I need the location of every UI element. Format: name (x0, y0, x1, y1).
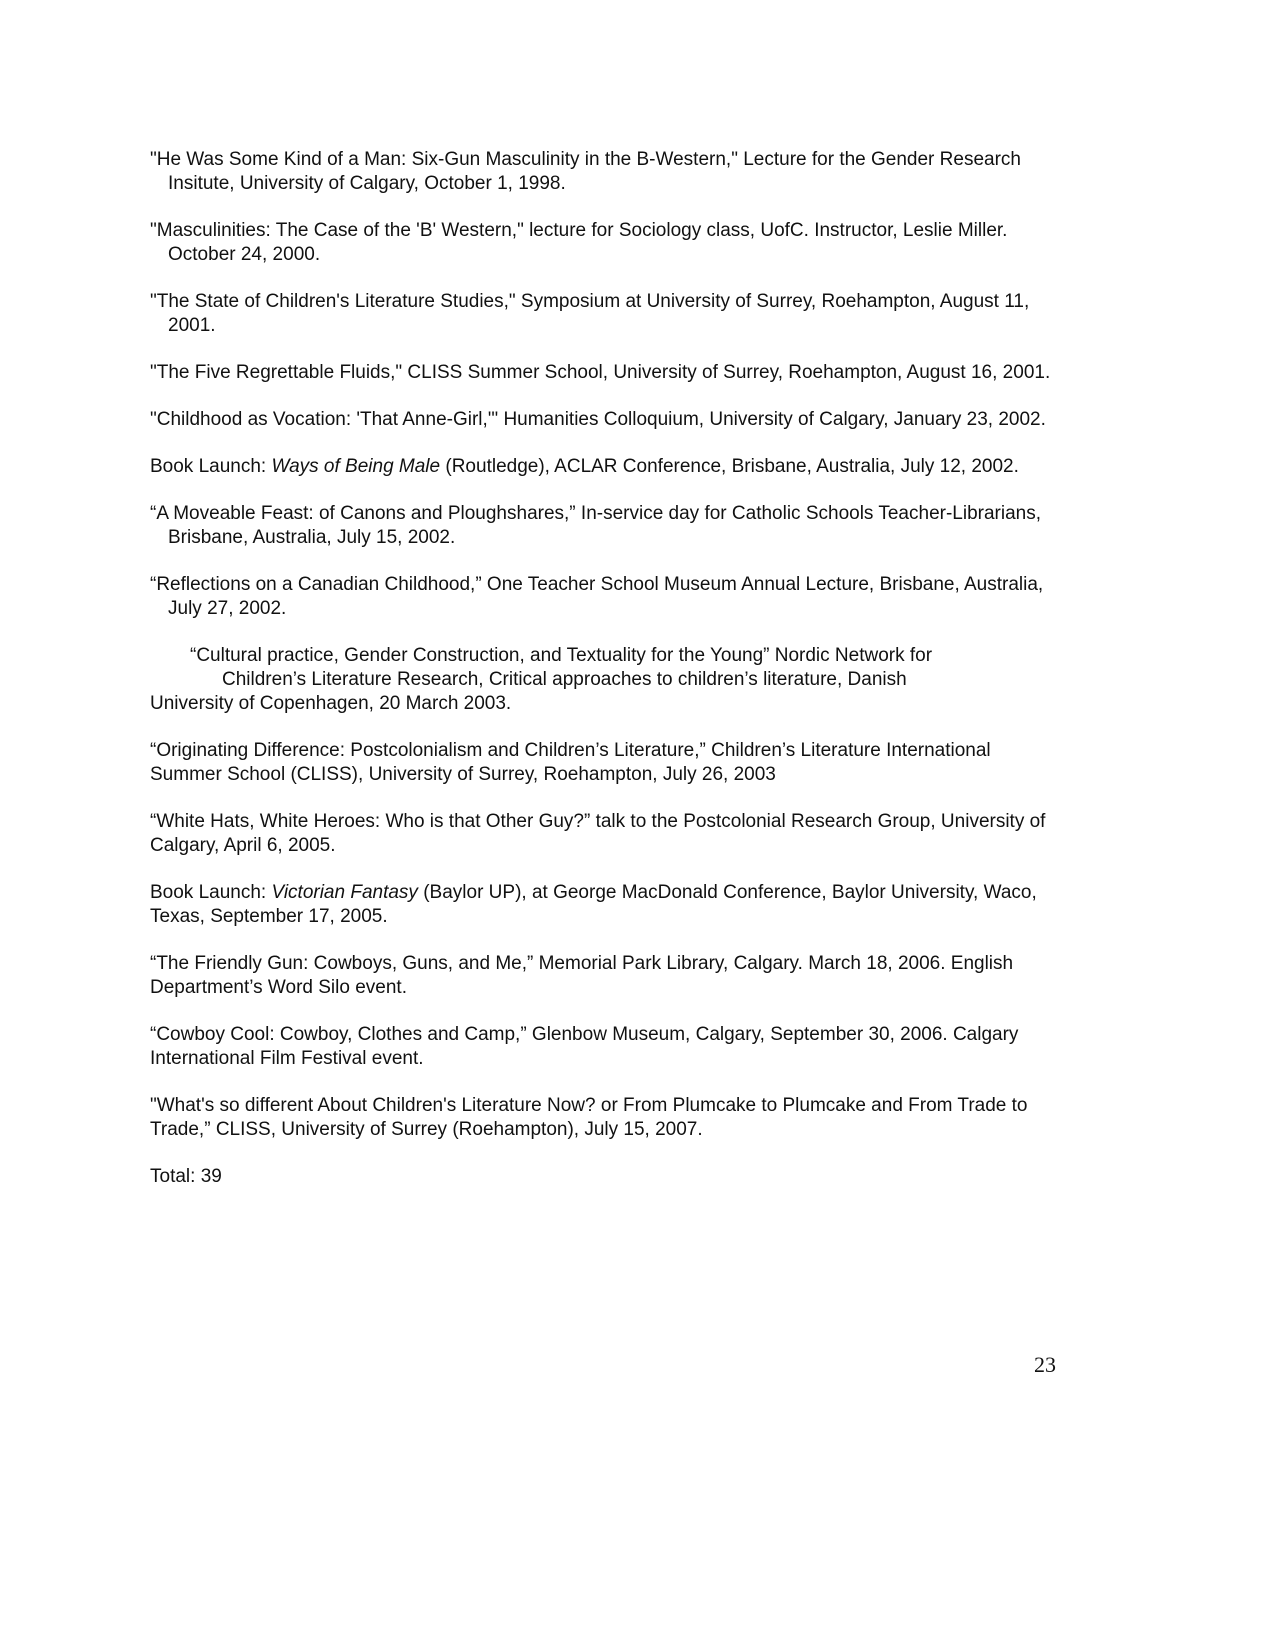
lecture-list (150, 148, 1055, 1212)
list-item (150, 455, 1055, 479)
page-number: 23 (1034, 1352, 1056, 1377)
list-item: “Cowboy Cool: Cowboy, Clothes and Camp,” Glenbow Museum, Calgary, September 30, 2006. Calgary International Film Festival event. (150, 1024, 1019, 1069)
list-item: "What's so different About Children's Literature Now? or From Plumcake to Plumcake and From Trade to Trade,” CLISS, University of Surrey (Roehampton), July 15, 2007. (150, 1095, 1028, 1140)
list-item: "He Was Some Kind of a Man: Six-Gun Masculinity in the B-Western," Lecture for the Gender Research Insitute, University of Calgary, October 1, 1998. (150, 149, 1021, 194)
list-item (150, 881, 1055, 929)
list-item: “White Hats, White Heroes: Who is that Other Guy?” talk to the Postcolonial Research Group, University of Calgary, April 6, 2005. (150, 811, 1046, 856)
entry-line: Children’s Literature Research, Critical approaches to children’s literature, Danish (222, 669, 907, 690)
entry-suffix: (Routledge), ACLAR Conference, Brisbane, Australia, July 12, 2002. (440, 456, 1019, 477)
book-title: Ways of Being Male (271, 456, 441, 477)
entry-suffix: (Baylor UP), at George MacDonald Conference, Baylor University, Waco, Texas, September 17, 2005. (150, 882, 1037, 927)
list-item: “Originating Difference: Postcolonialism and Children’s Literature,” Children’s Literature International Summer School (CLISS), University of Surrey, Roehampton, July 26, 2003 (150, 740, 991, 785)
list-item: "Childhood as Vocation: 'That Anne-Girl,'" Humanities Colloquium, University of Calgary, January 23, 2002. (150, 409, 1046, 430)
list-item: “A Moveable Feast: of Canons and Ploughshares,” In-service day for Catholic Schools Teacher-Librarians, Brisbane, Australia, July 15, 2002. (150, 503, 1041, 548)
list-item: "Masculinities: The Case of the 'B' Western," lecture for Sociology class, UofC. Instructor, Leslie Miller. October 24, 2000. (150, 220, 1008, 265)
list-item (150, 644, 1055, 716)
list-item: “The Friendly Gun: Cowboys, Guns, and Me,” Memorial Park Library, Calgary. March 18, 2006. English Department’s Word Silo event. (150, 953, 1014, 998)
entry-line: “Cultural practice, Gender Construction, and Textuality for the Young” Nordic Network for (190, 645, 933, 666)
entry-prefix: Book Launch: (150, 456, 272, 477)
entry-prefix: Book Launch: (150, 882, 272, 903)
entry-line: University of Copenhagen, 20 March 2003. (150, 693, 512, 714)
list-item: "The State of Children's Literature Studies," Symposium at University of Surrey, Roehampton, August 11, 2001. (150, 291, 1030, 336)
list-item: “Reflections on a Canadian Childhood,” One Teacher School Museum Annual Lecture, Brisbane, Australia, July 27, 2002. (150, 574, 1044, 619)
total-count: Total: 39 (150, 1166, 222, 1187)
list-item: "The Five Regrettable Fluids," CLISS Summer School, University of Surrey, Roehampton, August 16, 2001. (150, 362, 1051, 383)
book-title: Victorian Fantasy (271, 882, 418, 903)
